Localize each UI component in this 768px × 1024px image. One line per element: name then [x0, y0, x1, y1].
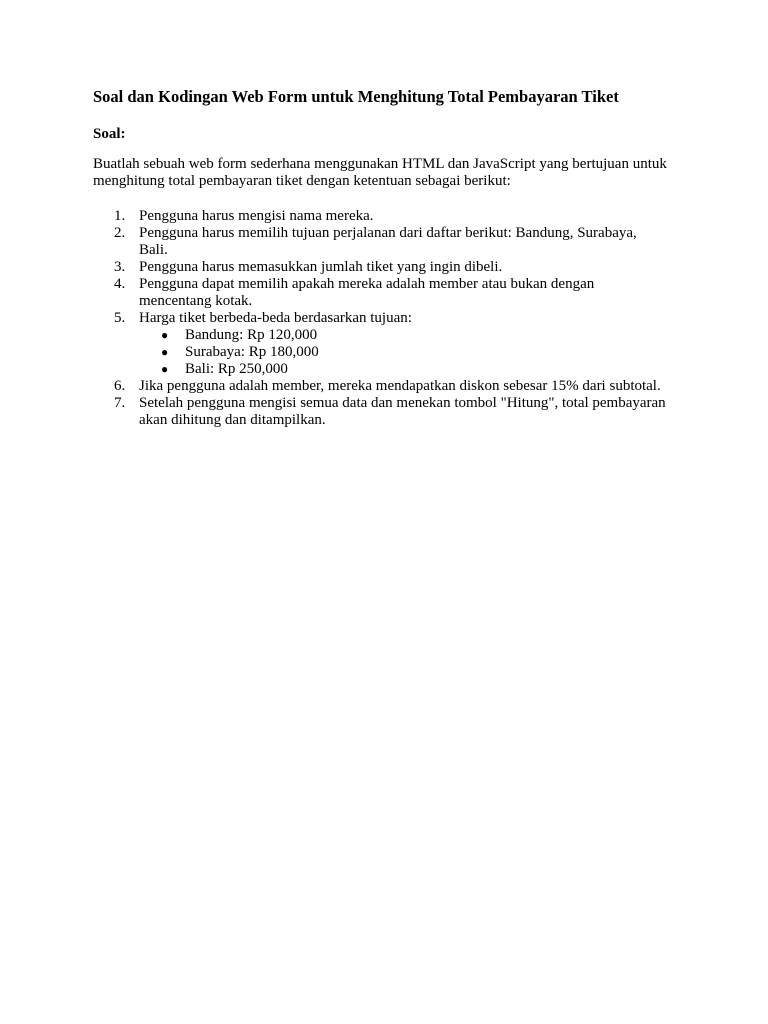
- document-title: Soal dan Kodingan Web Form untuk Menghitung Total Pembayaran Tiket: [93, 87, 619, 106]
- list-item-text: Jika pengguna adalah member, mereka mendapatkan diskon sebesar 15% dari subtotal.: [139, 378, 661, 394]
- list-item: [93, 378, 668, 395]
- bullet-icon: ●: [161, 345, 169, 359]
- list-item-text: Pengguna dapat memilih apakah mereka adalah member atau bukan dengan mencentang kotak.: [139, 276, 595, 309]
- list-item-number: 1.: [114, 208, 126, 224]
- bullet-icon: ●: [161, 328, 169, 342]
- list-item-number: 2.: [114, 225, 126, 241]
- list-item-text: Pengguna harus mengisi nama mereka.: [139, 208, 374, 224]
- price-text: Bandung: Rp 120,000: [185, 327, 318, 343]
- list-item: [93, 276, 668, 310]
- list-item-text: Pengguna harus memilih tujuan perjalanan dari daftar berikut: Bandung, Surabaya, Bali.: [139, 225, 637, 258]
- list-item: [93, 310, 668, 378]
- price-item: [139, 361, 668, 378]
- list-item-number: 6.: [114, 378, 126, 394]
- list-item: [93, 225, 668, 259]
- price-text: Bali: Rp 250,000: [185, 361, 288, 377]
- price-text: Surabaya: Rp 180,000: [185, 344, 319, 360]
- list-item-number: 7.: [114, 395, 126, 411]
- list-item: [93, 395, 668, 429]
- list-item-text: Harga tiket berbeda-beda berdasarkan tujuan:: [139, 310, 412, 326]
- list-item: [93, 208, 668, 225]
- price-item: [139, 327, 668, 344]
- section-label: Soal:: [93, 126, 126, 142]
- list-item: [93, 259, 668, 276]
- price-list: [139, 327, 668, 378]
- intro-paragraph: Buatlah sebuah web form sederhana menggunakan HTML dan JavaScript yang bertujuan untuk menghitung total pembayaran tiket dengan ketentuan sebagai berikut:: [93, 156, 667, 189]
- bullet-icon: ●: [161, 362, 169, 376]
- list-item-text: Setelah pengguna mengisi semua data dan menekan tombol "Hitung", total pembayaran akan dihitung dan ditampilkan.: [139, 395, 666, 428]
- list-item-number: 5.: [114, 310, 126, 326]
- requirements-list: [93, 208, 668, 429]
- list-item-number: 3.: [114, 259, 126, 275]
- list-item-number: 4.: [114, 276, 126, 292]
- price-item: [139, 344, 668, 361]
- document-page: [93, 86, 668, 428]
- list-item-text: Pengguna harus memasukkan jumlah tiket yang ingin dibeli.: [139, 259, 503, 275]
